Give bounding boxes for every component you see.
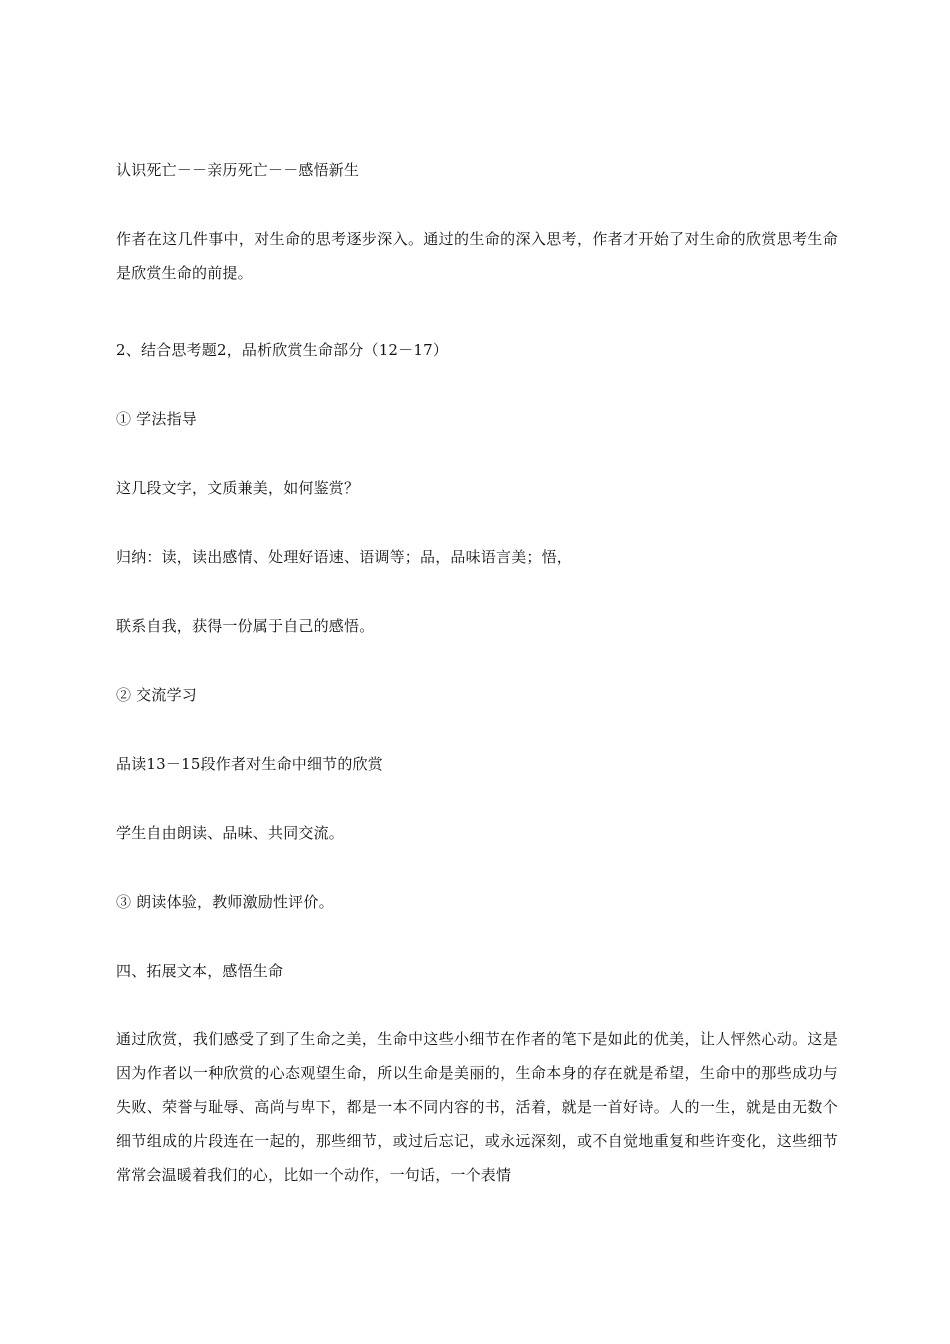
text-line-sequence: 认识死亡－－亲历死亡－－感悟新生 <box>116 161 360 179</box>
text-line-reading: 品读13－15段作者对生命中细节的欣赏 <box>116 755 383 773</box>
section-heading-extension: 四、拓展文本，感悟生命 <box>116 962 284 980</box>
text-line-question: 这几段文字，文质兼美，如何鉴赏？ <box>116 479 360 497</box>
text-line-method-guide: ① 学法指导 <box>116 410 197 428</box>
text-line-task-2: 2、结合思考题2，品析欣赏生命部分（12－17） <box>116 341 449 359</box>
paragraph-appreciation: 通过欣赏，我们感受了到了生命之美，生命中这些小细节在作者的笔下是如此的优美，让人怦然心动。这是因为作者以一种欣赏的心态观望生命，所以生命是美丽的，生命本身的存在就是希望，生命中的那些成功与失败、荣誉与耻辱、高尚与卑下，都是一本不同内容的书，活着，就是一首好诗。人的一生，就是由无数个细节组成的片段连在一起的，那些细节，或过后忘记，或永远深刻，或不自觉地重复和些许变化，这些细节常常会温暖着我们的心，比如一个动作，一句话，一个表情 <box>116 1030 838 1184</box>
text-line-exchange: ② 交流学习 <box>116 686 197 704</box>
text-line-students: 学生自由朗读、品味、共同交流。 <box>116 824 345 842</box>
text-line-summary: 归纳：读，读出感情、处理好语速、语调等；品，品味语言美；悟， <box>116 548 573 566</box>
paragraph-author-thinking: 作者在这几件事中，对生命的思考逐步深入。通过的生命的深入思考，作者才开始了对生命的欣赏思考生命是欣赏生命的前提。 <box>116 230 838 282</box>
text-line-reading-experience: ③ 朗读体验，教师激励性评价。 <box>116 893 334 911</box>
text-line-summary-cont: 联系自我，获得一份属于自己的感悟。 <box>116 617 375 635</box>
